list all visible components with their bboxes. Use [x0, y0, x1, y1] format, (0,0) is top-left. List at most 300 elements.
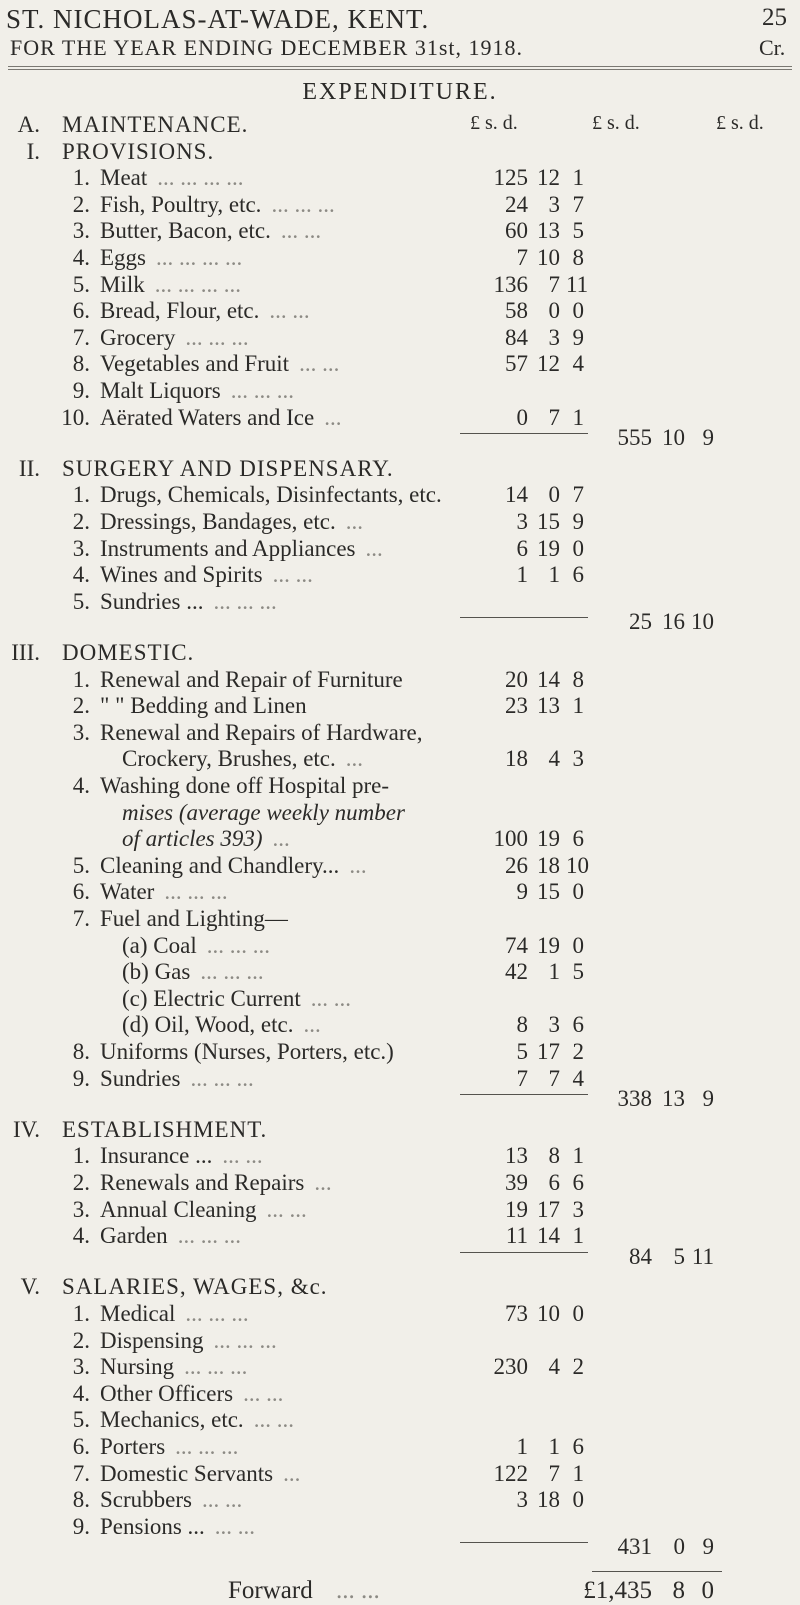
- amount-pence: 0: [572, 1301, 584, 1326]
- line-item: [0, 1354, 800, 1381]
- amount-pence: 10: [566, 852, 589, 878]
- leader-dots: ...: [283, 1460, 301, 1486]
- amount-shillings: 1: [548, 1434, 560, 1459]
- section-title: PROVISIONS.: [62, 138, 215, 164]
- forward-dots: ... ...: [336, 1577, 380, 1604]
- item-label: [100, 879, 228, 905]
- item-label-text: Insurance ...: [100, 1143, 213, 1169]
- item-number: 1.: [72, 1301, 90, 1326]
- amount-pounds: 9: [516, 879, 528, 905]
- hospital-title: ST. NICHOLAS-AT-WADE, KENT.: [6, 4, 430, 34]
- amount-pounds: 26: [505, 852, 528, 878]
- amount-shillings: 15: [537, 509, 560, 534]
- line-item: [0, 298, 800, 325]
- item-number: 2.: [72, 693, 90, 719]
- section-number: III.: [11, 640, 40, 665]
- leader-dots: ... ...: [272, 562, 313, 588]
- amount-pounds: 42: [505, 959, 528, 985]
- leader-dots: ... ... ...: [184, 1354, 248, 1380]
- amount-shillings: 12: [537, 351, 560, 377]
- item-label-text: Water: [100, 879, 155, 905]
- item-number: 10.: [61, 404, 90, 430]
- line-item: [0, 1039, 800, 1066]
- item-label: [100, 1354, 247, 1380]
- section-letter: A.: [17, 112, 40, 137]
- item-label-text: Fuel and Lighting—: [100, 906, 288, 931]
- item-label-text: Grocery: [100, 324, 176, 350]
- amount-shillings: 14: [537, 666, 560, 692]
- amount-pence: 7: [572, 482, 584, 508]
- line-item: [0, 1328, 800, 1355]
- section-total-row: [0, 1086, 800, 1113]
- item-label: [100, 1328, 277, 1354]
- amount-pence: 3: [572, 1196, 584, 1222]
- item-label-text: Porters: [100, 1434, 166, 1459]
- leader-dots: ...: [365, 535, 383, 561]
- item-label-text: Uniforms (Nurses, Porters, etc.): [100, 1039, 394, 1064]
- amount-pence: 6: [572, 1434, 584, 1459]
- line-item: [0, 906, 800, 933]
- item-label-text: Nursing: [100, 1354, 175, 1380]
- line-item: [0, 536, 800, 563]
- item-label: [100, 1461, 300, 1487]
- leader-dots: ... ... ...: [185, 1301, 249, 1326]
- amount-shillings: 7: [548, 1460, 560, 1486]
- line-item: [0, 1170, 800, 1197]
- line-item: [0, 1461, 800, 1488]
- item-number: 9.: [72, 1513, 90, 1539]
- section-title: ESTABLISHMENT.: [62, 1116, 268, 1142]
- amount-pounds: 23: [505, 693, 528, 719]
- item-number: 3.: [72, 535, 90, 561]
- item-label: [100, 1197, 307, 1223]
- leader-dots: ... ... ... ...: [154, 271, 241, 297]
- amount-pence: 5: [572, 218, 584, 244]
- section-total-pence: 9: [702, 425, 714, 451]
- line-item: [0, 1381, 800, 1408]
- item-label-text: Scrubbers: [100, 1487, 192, 1513]
- item-number: 1.: [72, 666, 90, 692]
- leader-dots: ...: [324, 404, 342, 430]
- item-number: 5.: [72, 271, 90, 297]
- amount-pence: 1: [572, 165, 584, 191]
- amount-shillings: 19: [537, 932, 560, 958]
- header-rule-double: [8, 69, 792, 70]
- amount-shillings: 1: [548, 562, 560, 588]
- amount-pounds: 60: [505, 218, 528, 244]
- amount-pounds: 1: [516, 1434, 528, 1459]
- leader-dots: ... ...: [310, 985, 352, 1011]
- line-item: [0, 933, 800, 960]
- line-item: [0, 509, 800, 536]
- line-item: [0, 325, 800, 352]
- leader-dots: ... ... ...: [185, 324, 249, 350]
- amount-pence: 6: [572, 826, 584, 852]
- item-number: 4.: [72, 773, 90, 798]
- line-item: [0, 986, 800, 1013]
- item-label-text: Washing done off Hospital pre-: [100, 773, 389, 798]
- section-total-row: [0, 1244, 800, 1271]
- forward-pence: 0: [701, 1577, 714, 1604]
- item-label-text: Medical: [100, 1301, 176, 1326]
- amount-shillings: 4: [548, 746, 560, 772]
- item-label-text: Sundries: [100, 1065, 181, 1091]
- leader-dots: ... ...: [201, 1487, 243, 1513]
- amount-shillings: 3: [548, 1012, 560, 1038]
- item-number: 4.: [72, 245, 90, 270]
- amount-pounds: 125: [493, 165, 528, 191]
- section-number: II.: [18, 455, 40, 481]
- section-total-shillings: 0: [673, 1534, 685, 1560]
- line-item: [0, 218, 800, 245]
- amount-pounds: 13: [505, 1143, 528, 1169]
- item-label-text: of articles 393): [122, 826, 263, 852]
- section-total-shillings: 16: [662, 609, 685, 635]
- section-title: DOMESTIC.: [62, 640, 195, 665]
- line-item: [0, 959, 800, 986]
- amount-shillings: 13: [537, 693, 560, 719]
- item-number: 9.: [72, 378, 90, 403]
- leader-dots: ... ... ... ...: [156, 245, 243, 270]
- line-item: [0, 667, 800, 694]
- line-item: [0, 1434, 800, 1461]
- item-label: [100, 1487, 242, 1513]
- item-label-text: (d) Oil, Wood, etc.: [122, 1012, 294, 1038]
- amount-pounds: 24: [505, 191, 528, 217]
- amount-shillings: 18: [537, 1487, 560, 1513]
- line-item: [0, 826, 800, 853]
- line-item: [0, 1301, 800, 1328]
- amount-pence: 9: [572, 324, 584, 350]
- section-total-pounds: 84: [629, 1243, 652, 1269]
- amount-pounds: 19: [505, 1196, 528, 1222]
- item-label: [100, 1381, 283, 1407]
- item-label-text: Garden: [100, 1223, 168, 1249]
- item-label-text: Sundries ...: [100, 588, 204, 614]
- period-title: FOR THE YEAR ENDING DECEMBER 31st, 1918.: [10, 35, 524, 60]
- line-item: [0, 879, 800, 906]
- amount-pounds: 6: [516, 535, 528, 561]
- item-number: 3.: [72, 719, 90, 745]
- amount-pounds: 20: [505, 666, 528, 692]
- amount-pounds: 73: [505, 1301, 528, 1326]
- item-number: 8.: [72, 351, 90, 377]
- forward-rule: [592, 1571, 722, 1572]
- item-label-text: Mechanics, etc.: [100, 1407, 244, 1433]
- item-label: [100, 245, 242, 271]
- amount-pounds: 3: [516, 1487, 528, 1513]
- amount-pounds: 8: [516, 1012, 528, 1038]
- item-label: [100, 378, 294, 404]
- section-title: SURGERY AND DISPENSARY.: [62, 455, 394, 481]
- amount-pounds: 14: [505, 482, 528, 508]
- amount-pence: 1: [572, 1143, 584, 1169]
- amount-pence: 11: [566, 271, 589, 297]
- section-total-pence: 9: [702, 1534, 714, 1560]
- item-number: 6.: [72, 298, 90, 324]
- item-label-text: mises (average weekly number: [122, 799, 405, 825]
- amount-shillings: 10: [537, 1301, 560, 1326]
- item-label-text: Milk: [100, 271, 145, 297]
- credit-mark: Cr.: [759, 35, 786, 60]
- item-label-text: Eggs: [100, 245, 146, 270]
- leader-dots: ... ... ...: [177, 1223, 241, 1249]
- forward-shillings: 8: [672, 1577, 685, 1604]
- amount-pence: 6: [572, 1012, 584, 1038]
- item-label: [122, 986, 351, 1012]
- line-item: [0, 165, 800, 192]
- amount-pounds: 1: [516, 562, 528, 588]
- item-label-text: Meat: [100, 165, 148, 191]
- leader-dots: ... ... ...: [190, 1065, 254, 1091]
- leader-dots: ... ...: [243, 1380, 284, 1406]
- item-label: [100, 325, 249, 351]
- col-header-items: £ s. d.: [470, 112, 518, 134]
- amount-shillings: 10: [537, 245, 560, 270]
- item-label: [100, 1039, 394, 1065]
- item-label-text: Crockery, Brushes, etc.: [122, 746, 336, 772]
- item-label: [100, 351, 339, 377]
- amount-pounds: 11: [505, 1223, 528, 1249]
- amount-pence: 0: [572, 879, 584, 905]
- amount-pounds: 122: [493, 1460, 528, 1486]
- leader-dots: ...: [272, 826, 290, 852]
- amount-shillings: 3: [548, 191, 560, 217]
- item-number: 3.: [72, 1354, 90, 1380]
- amount-pounds: 0: [516, 404, 528, 430]
- amount-pence: 9: [572, 509, 584, 534]
- section-heading: [0, 456, 800, 483]
- expenditure-heading: EXPENDITURE.: [302, 79, 498, 105]
- item-number: 1.: [72, 1143, 90, 1169]
- section-total-shillings: 5: [673, 1243, 685, 1269]
- item-label-text: Dressings, Bandages, etc.: [100, 509, 336, 534]
- amount-pounds: 84: [505, 324, 528, 350]
- leader-dots: ... ...: [253, 1407, 294, 1433]
- item-label: [100, 1434, 238, 1460]
- section-total-pence: 10: [691, 609, 714, 635]
- col-header-totals: £ s. d.: [716, 112, 764, 134]
- leader-dots: ... ...: [280, 218, 322, 244]
- amount-shillings: 0: [548, 298, 560, 324]
- item-label-text: Renewal and Repair of Furniture: [100, 666, 403, 692]
- amount-pounds: 57: [505, 351, 528, 377]
- line-item: [0, 482, 800, 509]
- item-number: 4.: [72, 1223, 90, 1249]
- leader-dots: ... ...: [214, 1513, 256, 1539]
- item-label: [122, 933, 270, 959]
- section-total-row: [0, 1534, 800, 1561]
- leader-dots: ...: [349, 852, 367, 878]
- leader-dots: ...: [345, 509, 363, 534]
- item-number: 7.: [72, 1460, 90, 1486]
- line-item: [0, 351, 800, 378]
- item-label: [122, 1012, 321, 1038]
- line-item: [0, 773, 800, 800]
- amount-pounds: 100: [493, 826, 528, 852]
- leader-dots: ... ...: [266, 1196, 307, 1222]
- item-label-text: Other Officers: [100, 1380, 234, 1406]
- amount-pence: 1: [572, 693, 584, 719]
- item-label-text: Bread, Flour, etc.: [100, 298, 260, 324]
- item-label: [100, 667, 403, 693]
- amount-pounds: 18: [505, 746, 528, 772]
- section-total-pounds: 25: [629, 609, 652, 635]
- item-label: [100, 1170, 332, 1196]
- item-number: 9.: [72, 1065, 90, 1091]
- item-label: [100, 218, 321, 244]
- amount-pounds: 5: [516, 1039, 528, 1064]
- amount-shillings: 12: [537, 165, 560, 191]
- page-number: 25: [762, 4, 787, 31]
- item-number: 5.: [72, 1407, 90, 1433]
- amount-pounds: 39: [505, 1170, 528, 1195]
- item-number: 7.: [72, 906, 90, 931]
- amount-shillings: 7: [548, 271, 560, 297]
- item-label: [100, 1407, 294, 1433]
- line-item: [0, 746, 800, 773]
- line-item: [0, 693, 800, 720]
- item-number: 5.: [72, 852, 90, 878]
- item-label: [100, 536, 383, 562]
- amount-pence: 3: [572, 746, 584, 772]
- amount-shillings: 19: [537, 826, 560, 852]
- section-total-shillings: 13: [662, 1086, 685, 1112]
- item-number: 2.: [72, 1327, 90, 1353]
- amount-shillings: 3: [548, 324, 560, 350]
- item-label: [100, 1301, 249, 1327]
- item-label-text: Domestic Servants: [100, 1460, 274, 1486]
- section-total-pounds: 555: [617, 425, 652, 451]
- section-number: V.: [20, 1274, 40, 1300]
- leader-dots: ... ... ...: [175, 1434, 239, 1459]
- amount-shillings: 17: [537, 1039, 560, 1064]
- item-number: 8.: [72, 1487, 90, 1513]
- amount-shillings: 13: [537, 218, 560, 244]
- item-label-text: Cleaning and Chandlery...: [100, 852, 340, 878]
- section-total-pounds: 431: [617, 1534, 652, 1560]
- amount-pounds: 74: [505, 932, 528, 958]
- forward-row: [0, 1577, 800, 1604]
- line-item: [0, 272, 800, 299]
- line-item: [0, 245, 800, 272]
- item-label: [100, 192, 335, 218]
- section-total-pence: 11: [691, 1243, 714, 1269]
- item-label: [100, 509, 363, 535]
- item-label: [100, 773, 389, 799]
- section-heading: [0, 139, 800, 166]
- item-label-text: " " Bedding and Linen: [100, 693, 307, 719]
- section-heading: [0, 640, 800, 667]
- leader-dots: ... ...: [269, 298, 310, 324]
- item-label: [100, 720, 423, 746]
- item-number: 2.: [72, 191, 90, 217]
- leader-dots: ... ... ...: [164, 879, 228, 905]
- amount-shillings: 17: [537, 1196, 560, 1222]
- item-number: 2.: [72, 509, 90, 534]
- amount-shillings: 8: [548, 1143, 560, 1169]
- leader-dots: ... ... ... ...: [157, 165, 244, 191]
- item-label-text: Annual Cleaning: [100, 1196, 257, 1222]
- item-label-text: Dispensing: [100, 1327, 204, 1353]
- leader-dots: ... ... ...: [200, 959, 264, 985]
- amount-pence: 7: [572, 191, 584, 217]
- header-rule: [8, 66, 792, 67]
- forward-pounds: £1,435: [583, 1577, 652, 1604]
- amount-pounds: 58: [505, 298, 528, 324]
- item-label-text: Pensions ...: [100, 1513, 205, 1539]
- item-number: 1.: [72, 482, 90, 508]
- item-number: 8.: [72, 1039, 90, 1064]
- item-label-text: Wines and Spirits: [100, 562, 263, 588]
- amount-shillings: 0: [548, 482, 560, 508]
- amount-shillings: 7: [548, 404, 560, 430]
- section-title: SALARIES, WAGES, &c.: [62, 1274, 328, 1300]
- leader-dots: ...: [303, 1012, 321, 1038]
- item-label-text: Renewals and Repairs: [100, 1170, 305, 1195]
- item-number: 6.: [72, 1434, 90, 1459]
- amount-pence: 2: [572, 1039, 584, 1064]
- amount-pence: 1: [572, 404, 584, 430]
- amount-pence: 0: [572, 298, 584, 324]
- section-total-row: [0, 425, 800, 452]
- item-label-text: Vegetables and Fruit: [100, 351, 290, 377]
- item-label: [100, 298, 310, 324]
- amount-pence: 6: [572, 562, 584, 588]
- leader-dots: ... ...: [222, 1143, 263, 1169]
- amount-shillings: 15: [537, 879, 560, 905]
- item-number: 1.: [72, 165, 90, 191]
- amount-pence: 6: [572, 1170, 584, 1195]
- leader-dots: ... ... ...: [230, 378, 294, 403]
- line-item: [0, 1197, 800, 1224]
- amount-shillings: 14: [537, 1223, 560, 1249]
- item-label: [122, 826, 290, 852]
- section-total-row: [0, 609, 800, 636]
- amount-pounds: 3: [516, 509, 528, 534]
- leader-dots: ... ... ...: [271, 191, 335, 217]
- amount-pence: 4: [572, 1065, 584, 1091]
- line-item: [0, 562, 800, 589]
- item-label: [100, 693, 307, 719]
- amount-pence: 4: [572, 351, 584, 377]
- amount-shillings: 19: [537, 535, 560, 561]
- amount-pounds: 230: [493, 1354, 528, 1380]
- item-label: [122, 959, 264, 985]
- leader-dots: ... ... ...: [213, 588, 277, 614]
- item-number: 4.: [72, 562, 90, 588]
- line-item: [0, 1143, 800, 1170]
- amount-pence: 0: [572, 1487, 584, 1513]
- item-number: 3.: [72, 218, 90, 244]
- item-number: 6.: [72, 879, 90, 905]
- leader-dots: ... ... ...: [206, 932, 270, 958]
- section-total-shillings: 10: [662, 425, 685, 451]
- item-number: 3.: [72, 1196, 90, 1222]
- line-item: [0, 853, 800, 880]
- amount-pence: 0: [572, 535, 584, 561]
- amount-shillings: 6: [548, 1170, 560, 1195]
- item-label-text: Aërated Waters and Ice: [100, 404, 315, 430]
- section-number: IV.: [12, 1116, 40, 1142]
- section-a-title: MAINTENANCE.: [62, 112, 249, 137]
- forward-label: Forward: [228, 1577, 313, 1604]
- item-label: [100, 165, 244, 191]
- line-item: [0, 720, 800, 747]
- item-label: [122, 746, 363, 772]
- item-number: 2.: [72, 1170, 90, 1195]
- item-label-text: (c) Electric Current: [122, 985, 301, 1011]
